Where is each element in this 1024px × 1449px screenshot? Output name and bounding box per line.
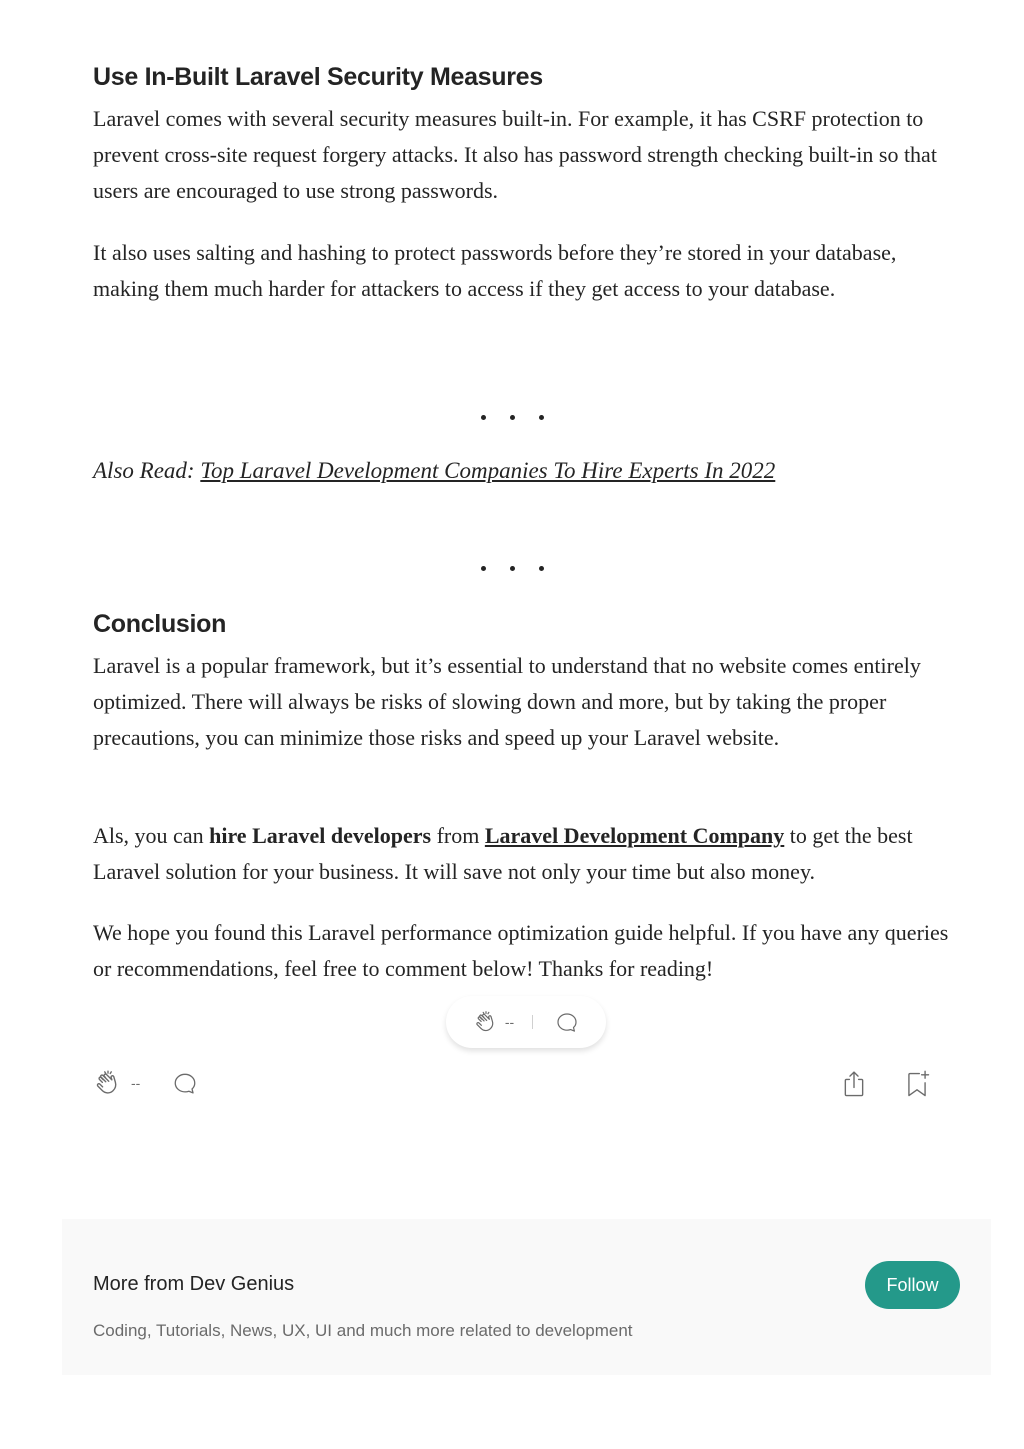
comment-icon[interactable] [555,1010,579,1034]
paragraph-text: Als, you can [93,823,210,848]
section-heading-security: Use In-Built Laravel Security Measures [93,63,543,91]
follow-button[interactable]: Follow [865,1261,960,1309]
section-separator [0,551,1024,577]
also-read-line [93,458,775,484]
separator-dot [510,415,515,420]
more-from-description: Coding, Tutorials, News, UX, UI and much more related to development [93,1321,633,1340]
paragraph-conclusion-1: Laravel is a popular framework, but it’s essential to understand that no website comes entirely optimized. There will always be risks of slowing down and more, but by taking the proper precautions, you can minimize those risks and speed up your Laravel website. [93,653,921,750]
bold-hire-developers: hire Laravel developers [209,823,432,848]
laravel-company-link[interactable]: Laravel Development Company [484,823,785,848]
more-from-title: More from Dev Genius [93,1273,295,1295]
more-from-panel [62,1219,991,1375]
paragraph-security-2: It also uses salting and hashing to protect passwords before they’re stored in your database, making them much harder for attackers to access if they get access to your database. [93,240,897,301]
paragraph-conclusion-3: We hope you found this Laravel performance optimization guide helpful. If you have any queries or recommendations, feel free to comment below! Thanks for reading! [93,920,949,981]
paragraph-conclusion-2 [93,818,963,890]
article-actions-left [93,1068,198,1098]
share-icon[interactable] [840,1069,868,1099]
floating-action-bar [446,996,606,1048]
separator-dot [481,566,486,571]
paragraph-security-1: Laravel comes with several security measures built-in. For example, it has CSRF protection to prevent cross-site request forgery attacks. It also has password strength checking built-in so that users are encouraged to use strong passwords. [93,106,937,203]
paragraph-text: to get the best Laravel solution for your business. It will save not only your time but also money. [93,823,913,884]
separator-dot [539,566,544,571]
section-heading-conclusion: Conclusion [93,610,227,638]
separator-dot [510,566,515,571]
separator-dot [539,415,544,420]
separator-dot [481,415,486,420]
clap-count: -- [504,1014,515,1030]
also-read-prefix: Also Read: [93,458,201,483]
clap-count: -- [131,1075,141,1091]
paragraph-text: from [431,823,485,848]
comment-icon[interactable] [172,1070,198,1096]
pill-divider [532,1015,533,1029]
clap-icon[interactable] [93,1068,123,1098]
clap-icon[interactable] [473,1009,499,1035]
also-read-link[interactable]: Top Laravel Development Companies To Hire Experts In 2022 [200,458,776,483]
bookmark-add-icon[interactable] [903,1069,931,1099]
section-separator [0,400,1024,426]
